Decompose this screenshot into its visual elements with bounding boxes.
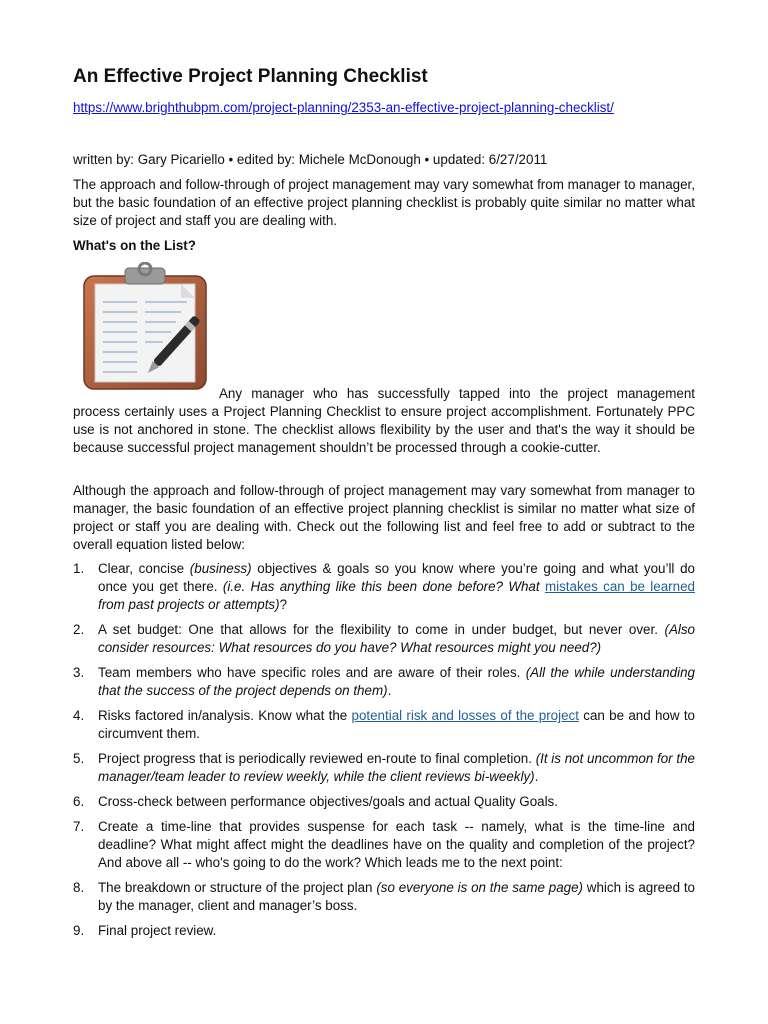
- list-item: 3. Team members who have specific roles and are aware of their roles. (All the while understanding that the success of the project depends on them).: [73, 665, 695, 698]
- list-item: 2. A set budget: One that allows for the flexibility to come in under budget, but never over. (Also consider resources: What resources do you have? What resources might you need?): [73, 622, 695, 655]
- body-paragraph: Although the approach and follow-through of project management may vary somewhat from manager to manager, the basic foundation of an effective project planning checklist is similar no matter what size of project or staff you are dealing with. Check out the following list and feel free to add or subtract to the overall equation listed below:: [73, 483, 695, 552]
- subheading: What's on the List?: [73, 238, 196, 253]
- list-item: 8. The breakdown or structure of the project plan (so everyone is on the same page) which is agreed to by the manager, client and manager’s boss.: [73, 880, 695, 913]
- risk-link[interactable]: potential risk and losses of the project: [351, 708, 579, 723]
- list-item: 4. Risks factored in/analysis. Know what the potential risk and losses of the project can be and how to circumvent them.: [73, 708, 695, 741]
- list-item: 5. Project progress that is periodically reviewed en-route to final completion. (It is not uncommon for the manager/team leader to review weekly, while the client reviews bi-weekly).: [73, 751, 695, 784]
- list-item: 6. Cross-check between performance objectives/goals and actual Quality Goals.: [73, 794, 558, 809]
- intro-paragraph: The approach and follow-through of project management may vary somewhat from manager to manager, but the basic foundation of an effective project planning checklist is probably quite similar no matter what size of project and staff you are dealing with.: [73, 177, 695, 228]
- body-paragraph: Any manager who has successfully tapped into the project management process certainly uses a Project Planning Checklist to ensure project accomplishment. Fortunately PPC use is not anchored in stone. The checklist allows flexibility by the user and that's the way it should be because successful project management shouldn’t be processed through a cookie-cutter.: [73, 386, 695, 455]
- checklist: [73, 560, 695, 947]
- list-item: 9. Final project review.: [73, 923, 217, 938]
- list-item: 1. Clear, concise (business) objectives & goals so you know where you’re going and what you’ll do once you get there. (i.e. Has anything like this been done before? What mistakes can be learned from past projects or attempts)?: [73, 561, 695, 612]
- clipboard-icon: [81, 262, 215, 392]
- mistakes-link[interactable]: mistakes can be learned: [544, 579, 695, 594]
- page-title: An Effective Project Planning Checklist: [73, 66, 428, 87]
- list-item: 7. Create a time-line that provides suspense for each task -- namely, what is the time-line and deadline? What might affect might the deadlines have on the quality and completion of the project? And above all -- who's going to do the work? Which leads me to the next point:: [73, 819, 695, 870]
- byline: written by: Gary Picariello • edited by: Michele McDonough • updated: 6/27/2011: [73, 152, 548, 167]
- source-link[interactable]: https://www.brighthubpm.com/project-planning/2353-an-effective-project-planning-checklist/: [73, 100, 614, 115]
